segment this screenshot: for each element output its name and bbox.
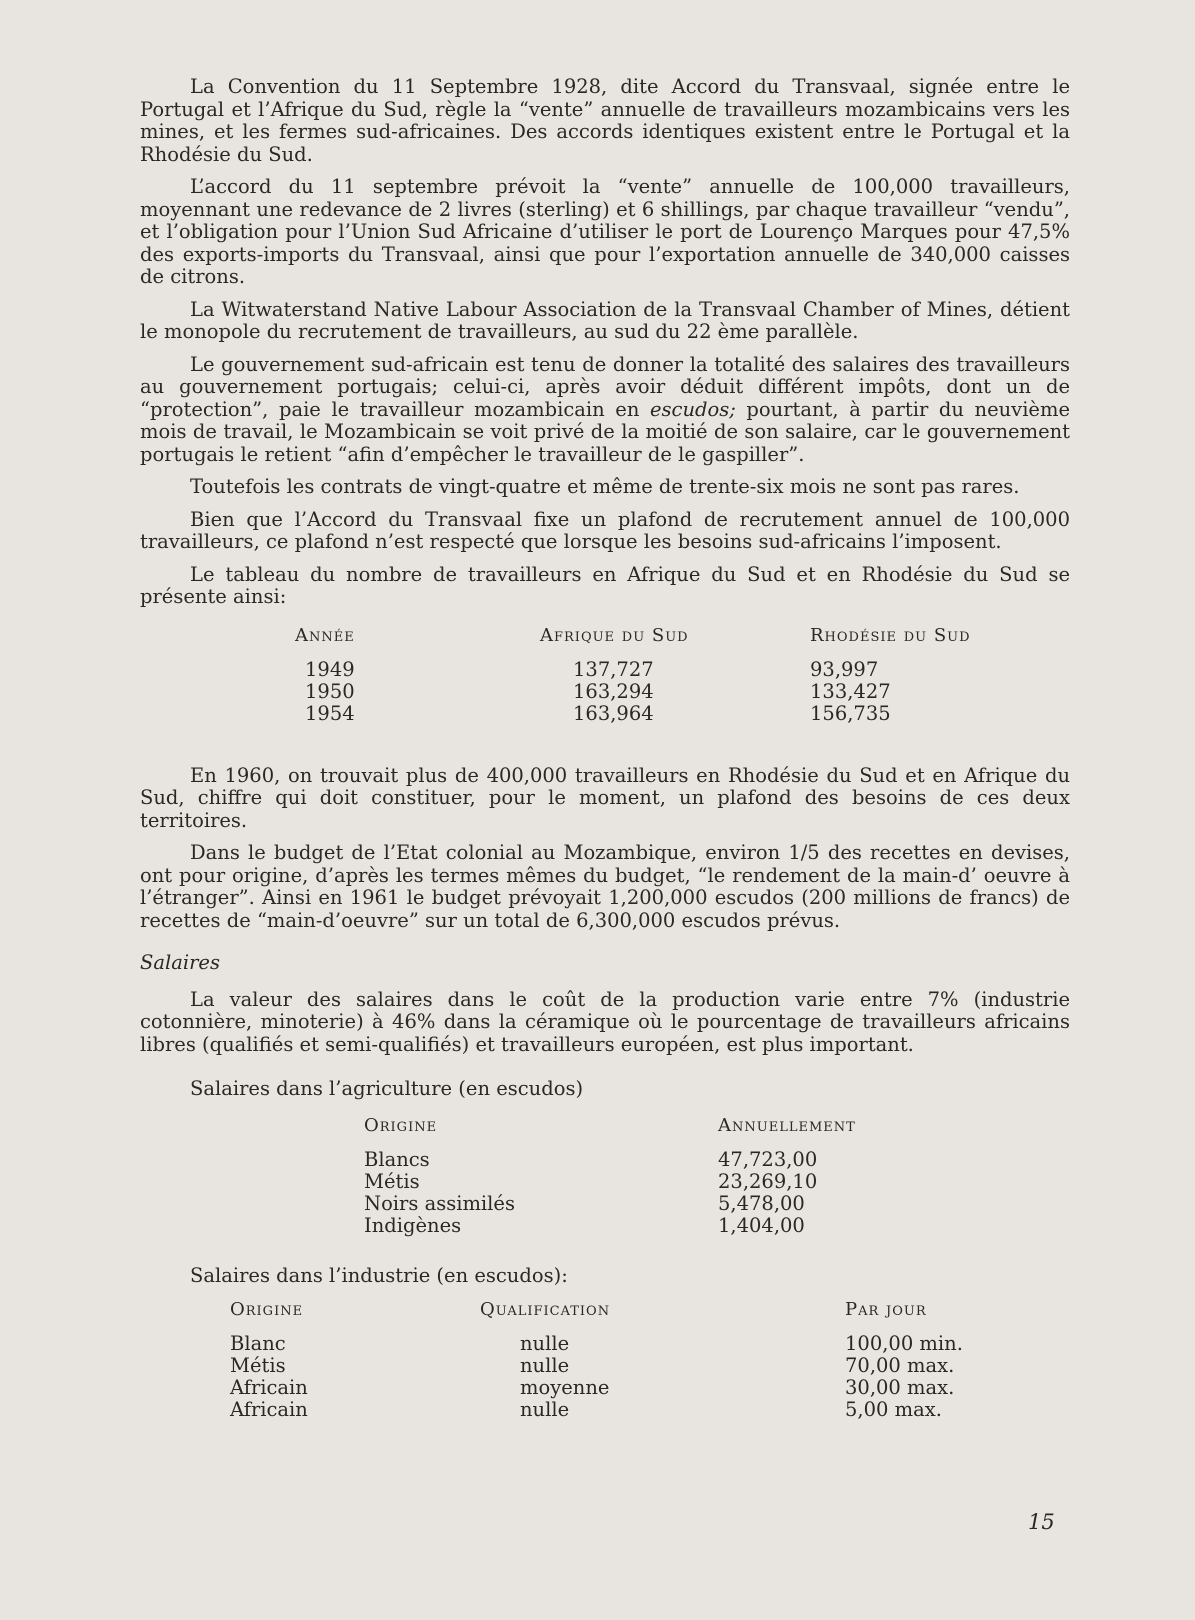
table-cell: 1,404,00 (718, 1213, 805, 1237)
table-cell: Métis (364, 1169, 420, 1193)
table-cell: 137,727 (573, 657, 654, 681)
table-cell: Blanc (230, 1332, 286, 1355)
table-cell: Africain (230, 1376, 308, 1399)
table-cell: Noirs assimilés (364, 1191, 515, 1215)
table-header: Par jour (845, 1299, 927, 1320)
paragraph-witwaterstand: La Witwaterstand Native Labour Association de la Transvaal Chamber of Mines, détient le monopole du recrutement de travailleurs, au sud du 22 ème parallèle. (140, 297, 1070, 343)
table-cell: 100,00 min. (845, 1332, 963, 1355)
paragraph-budget: Dans le budget de l’Etat colonial au Mozambique, environ 1/5 des recettes en devises, ont pour origine, d’après les termes mêmes du budget, “le rendement de la main-d’ oeuvre à l’étranger”. Ainsi en 1961 le budget prévoyait 1,200,000 escudos (200 millions de francs) de recettes de “main-d’oeuvre” sur un total de 6,300,000 escudos prévus. (140, 841, 1070, 932)
table-header: Qualification (480, 1299, 611, 1320)
table-cell: Africain (230, 1398, 308, 1421)
table-cell: 1949 (305, 657, 355, 681)
paragraph-1960: En 1960, on trouvait plus de 400,000 travailleurs en Rhodésie du Sud et en Afrique du Sud, chiffre qui doit constituer, pour le moment, un plafond des besoins de ces deux territoires. (140, 763, 1070, 832)
table-cell: moyenne (520, 1376, 610, 1399)
table-cell: 93,997 (810, 657, 879, 681)
table-cell: 133,427 (810, 679, 891, 703)
table-header: Origine (364, 1114, 438, 1136)
table-header: Rhodésie du Sud (810, 624, 971, 646)
table-cell: 1950 (305, 679, 355, 703)
table-cell: Indigènes (364, 1213, 462, 1237)
table-cell: 5,00 max. (845, 1398, 942, 1421)
workers-table (140, 625, 1070, 737)
table-cell: 163,294 (573, 679, 654, 703)
section-title-salaires: Salaires (140, 951, 220, 974)
table-cell: 163,964 (573, 701, 654, 725)
table-cell: Métis (230, 1354, 286, 1377)
industry-table-title: Salaires dans l’industrie (en escudos): (190, 1263, 568, 1287)
table-header: Origine (230, 1299, 304, 1320)
industry-table (140, 1299, 1070, 1429)
table-header: Annuellement (718, 1114, 856, 1136)
escudos-emphasis: escudos; (650, 397, 736, 421)
table-cell: nulle (520, 1332, 570, 1355)
table-header: Année (295, 624, 355, 646)
paragraph-plafond: Bien que l’Accord du Transvaal fixe un plafond de recrutement annuel de 100,000 travailleurs, ce plafond n’est respecté que lorsque les besoins sud-africains l’imposent. (140, 507, 1070, 553)
body-text (140, 76, 1070, 1429)
page-number: 15 (1028, 1510, 1055, 1534)
paragraph-accord: L’accord du 11 septembre prévoit la “vente” annuelle de 100,000 travailleurs, moyennant une redevance de 2 livres (sterling) et 6 shillings, par chaque travailleur “vendu”, et l’obligation pour l’Union Sud Africaine d’utiliser le port de Lourenço Marques pour 47,5% des exports-imports du Transvaal, ainsi que pour l’exportation annuelle de 340,000 caisses de citrons. (140, 175, 1070, 288)
table-cell: 156,735 (810, 701, 891, 725)
paragraph-tableau-intro: Le tableau du nombre de travailleurs en Afrique du Sud et en Rhodésie du Sud se présente ainsi: (140, 562, 1070, 608)
paragraph-contrats: Toutefois les contrats de vingt-quatre et même de trente-six mois ne sont pas rares. (190, 475, 1020, 498)
table-cell: 30,00 max. (845, 1376, 955, 1399)
table-cell: nulle (520, 1354, 570, 1377)
table-cell: 23,269,10 (718, 1169, 818, 1193)
table-cell: nulle (520, 1398, 570, 1421)
agriculture-table-title: Salaires dans l’agriculture (en escudos) (190, 1077, 584, 1100)
paragraph-convention: La Convention du 11 Septembre 1928, dite Accord du Transvaal, signée entre le Portugal et l’Afrique du Sud, règle la “vente” annuelle de travailleurs mozambicains vers les mines, et les fermes sud-africaines. Des accords identiques existent entre le Portugal et la Rhodésie du Sud. (140, 75, 1070, 166)
paragraph-salaires-gouvernement: Le gouvernement sud-africain est tenu de donner la totalité des salaires des travailleurs au gouvernement portugais; celui-ci, après avoir déduit différent impôts, dont un de “protection”, paie le travailleur mozambicain en escudos; pourtant, à partir du neuvième mois de travail, le Mozambicain se voit privé de la moitié de son salaire, car le gouvernement portugais le retient “afin d’empêcher le travailleur de le gaspiller”. (140, 352, 1070, 466)
table-cell: 70,00 max. (845, 1354, 955, 1377)
table-cell: 1954 (305, 701, 355, 725)
table-cell: 47,723,00 (718, 1147, 818, 1171)
table-cell: 5,478,00 (718, 1191, 805, 1215)
agriculture-table (140, 1115, 1070, 1243)
paragraph-valeur-salaires: La valeur des salaires dans le coût de la production varie entre 7% (industrie cotonnière, minoterie) à 46% dans la céramique où le pourcentage de travailleurs africains libres (qualifiés et semi-qualifiés) et travailleurs européen, est plus important. (140, 987, 1070, 1056)
table-header: Afrique du Sud (540, 624, 689, 646)
table-cell: Blancs (364, 1147, 430, 1171)
